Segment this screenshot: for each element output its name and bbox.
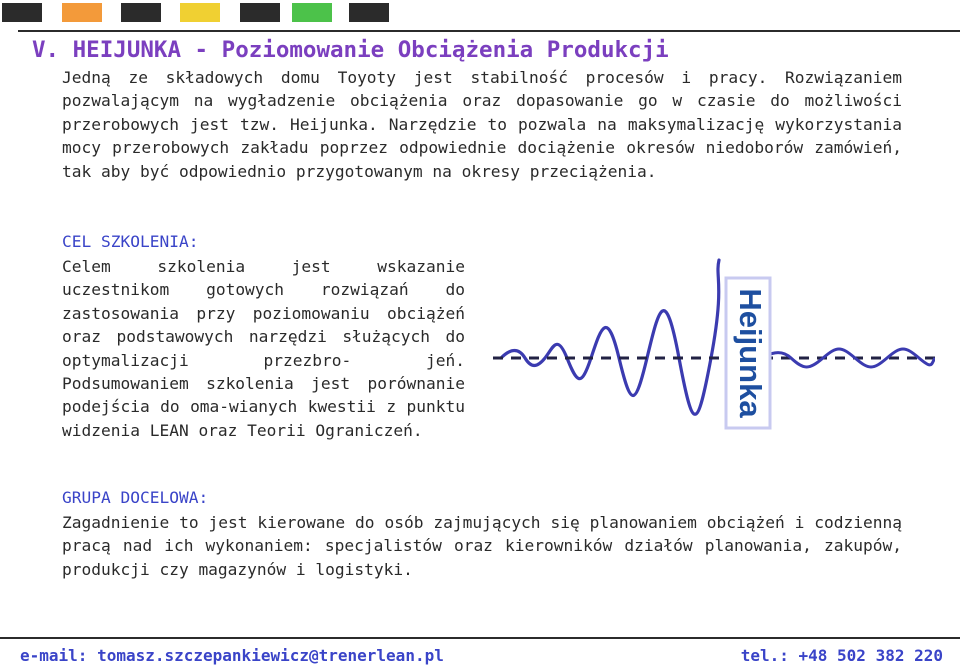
page-title: V. HEIJUNKA - Poziomowanie Obciążenia Produkcji (32, 37, 669, 63)
top-color-bar (0, 0, 960, 28)
bottom-divider (0, 637, 960, 639)
color-square (240, 3, 280, 22)
color-square (349, 3, 389, 22)
phone-contact[interactable]: tel.: +48 502 382 220 (740, 646, 943, 665)
color-square (121, 3, 161, 22)
wave-line (501, 260, 719, 414)
email-contact[interactable]: e-mail: tomasz.szczepankiewicz@trenerlean.pl (20, 646, 444, 665)
color-square (2, 3, 42, 22)
heijunka-label: Heijunka (732, 288, 768, 418)
cel-paragraph: Celem szkolenia jest wskazanie uczestnikom gotowych rozwiązań do zastosowania przy poziomowaniu obciążeń oraz podstawowych narzędzi służących do optymalizacji przezbro- jeń. Podsumowaniem szkolenia jest porównanie podejścia do oma-wianych kwestii z punktu widzenia LEAN oraz Teorii Ograniczeń. (62, 257, 465, 440)
grupa-heading: GRUPA DOCELOWA: (62, 488, 209, 507)
heijunka-figure (493, 258, 935, 458)
cel-heading: CEL SZKOLENIA: (62, 232, 199, 251)
grupa-paragraph: Zagadnienie to jest kierowane do osób zajmujących się planowaniem obciążeń i codzienną pracą nad ich wykonaniem: specjalistów oraz kierowników działów planowania, zakupów, produkcji czy magazynów i logistyki. (62, 513, 902, 579)
top-divider (18, 30, 960, 32)
color-square (180, 3, 220, 22)
color-square (292, 3, 332, 22)
color-square (62, 3, 102, 22)
intro-paragraph: Jedną ze składowych domu Toyoty jest stabilność procesów i pracy. Rozwiązaniem pozwalającym na wygładzenie obciążenia oraz dopasowanie go w czasie do możliwości przerobowych jest tzw. Heijunka. Narzędzie to pozwala na maksymalizację wykorzystania mocy przerobowych zakładu poprzez odpowiednie dociążenie okresów niedoborów zamówień, tak aby być odpowiednio przygotowanym na okresy przeciążenia. (62, 68, 902, 181)
